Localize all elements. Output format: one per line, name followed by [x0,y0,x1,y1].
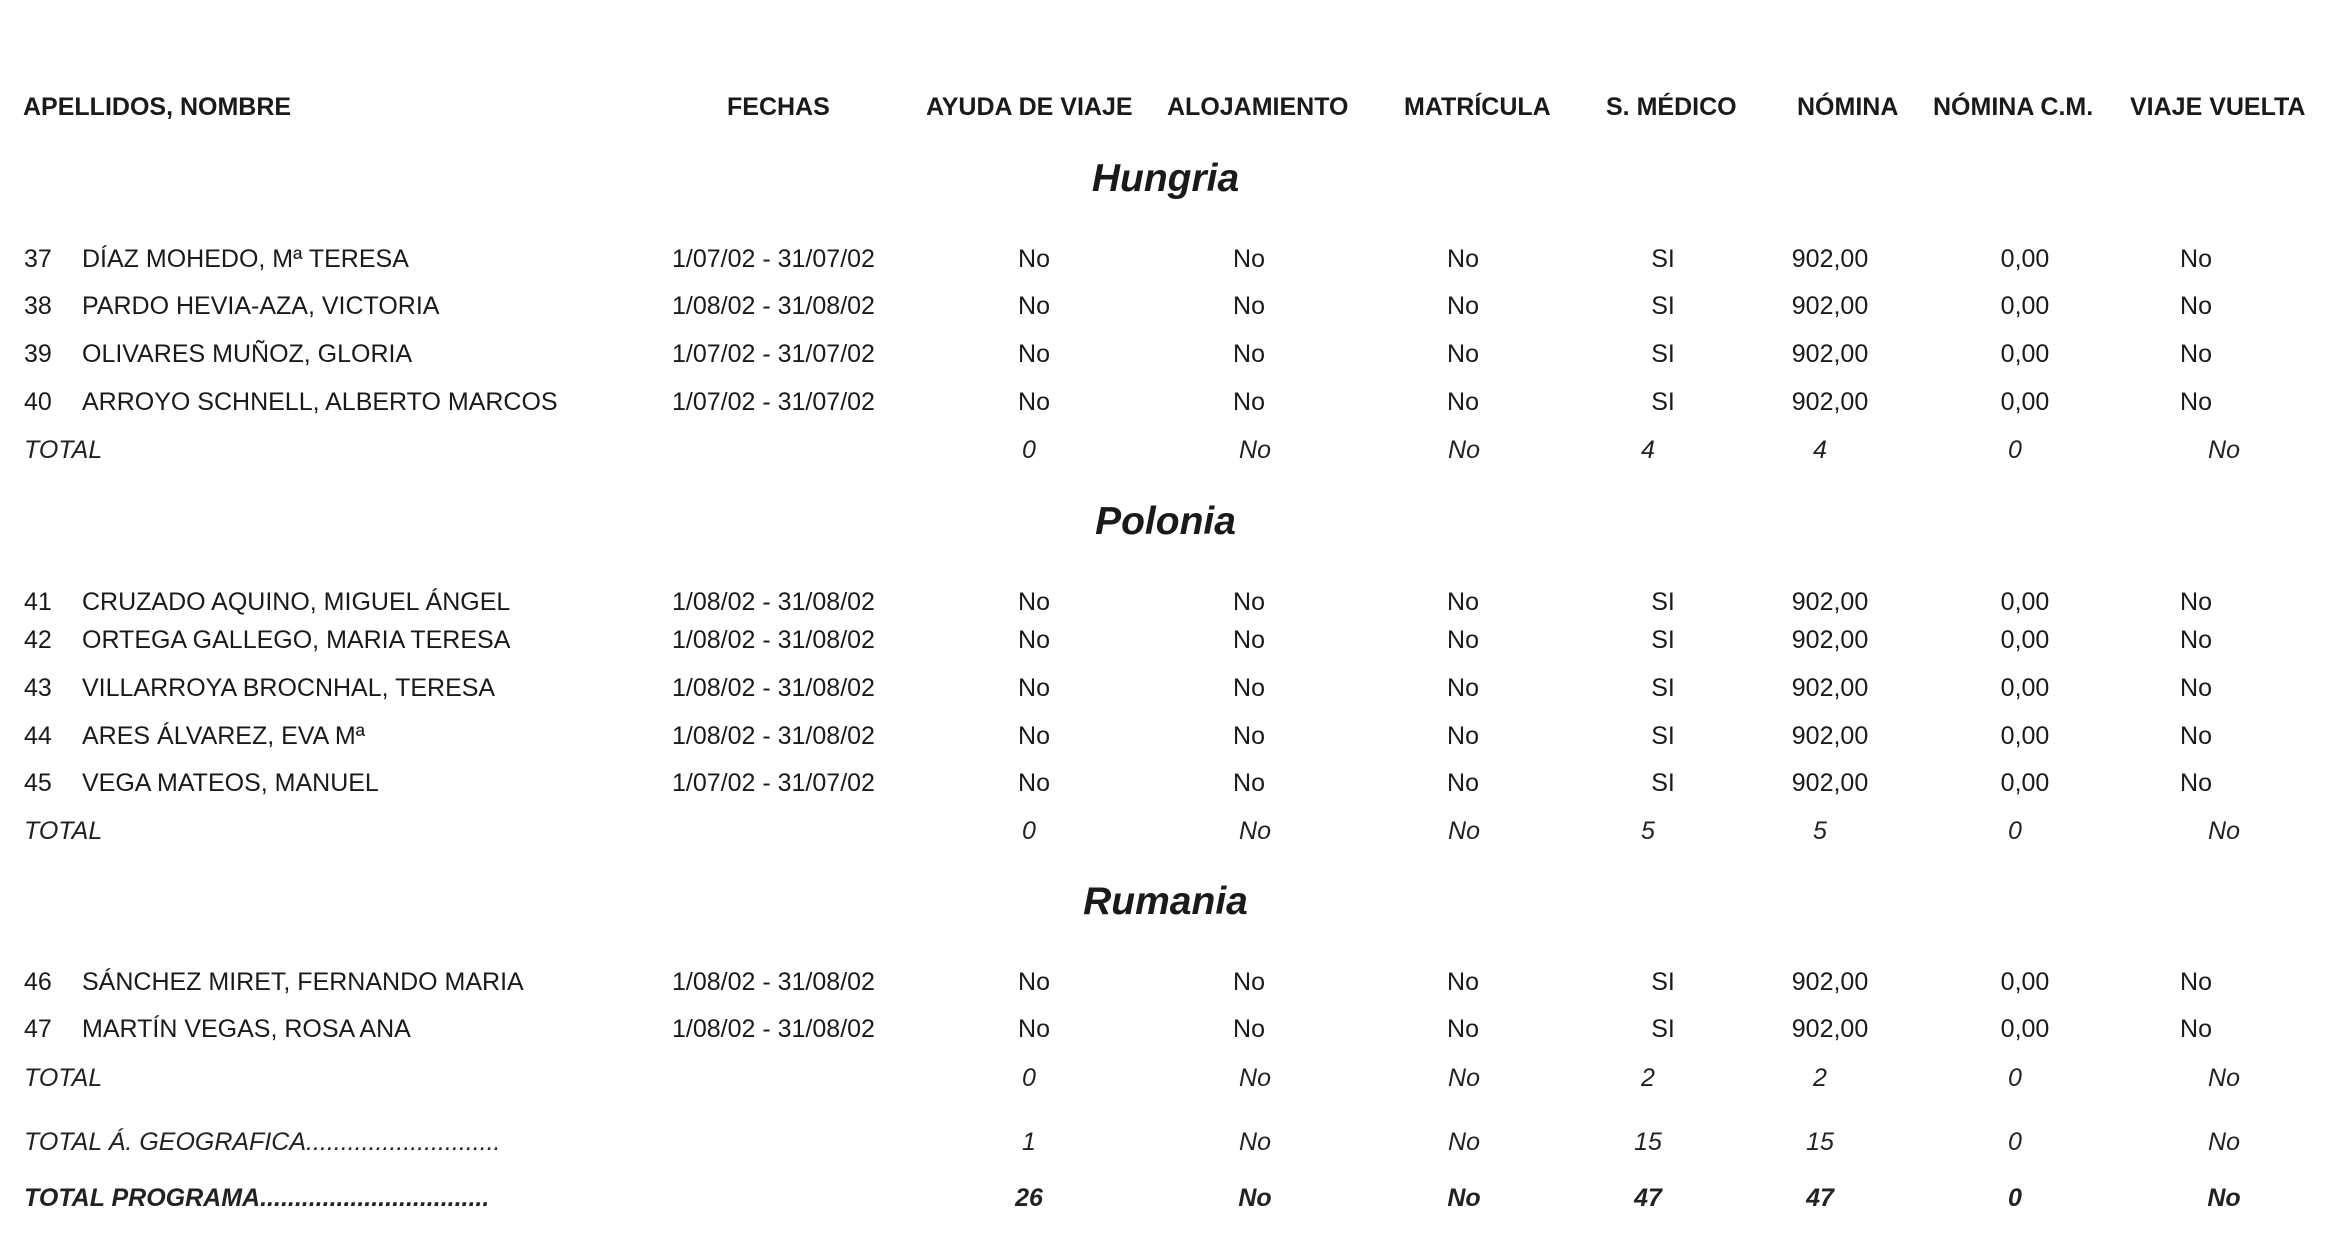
cell-dates: 1/07/02 - 31/07/02 [672,769,875,797]
cell-payroll: 902,00 [1791,674,1869,702]
cell-travel: No [1018,292,1050,320]
cell-medical: SI [1651,292,1675,320]
cell-payroll: 902,00 [1791,245,1869,273]
cell-payroll: 902,00 [1791,1015,1869,1043]
cell-payroll: 902,00 [1791,340,1869,368]
cell-dates: 1/08/02 - 31/08/02 [672,722,875,750]
cell-lodging: No [1233,722,1265,750]
cell-dates: 1/08/02 - 31/08/02 [672,968,875,996]
cell-name: OLIVARES MUÑOZ, GLORIA [82,340,413,368]
total-enrollment: No [1448,1064,1480,1092]
cell-payroll-cm: 0,00 [2000,245,2050,273]
table-row [0,340,2331,380]
cell-travel: No [1018,588,1050,616]
cell-dates: 1/08/02 - 31/08/02 [672,1015,875,1043]
cell-enrollment: No [1447,968,1479,996]
total-medical: 5 [1641,817,1655,845]
total-lodging: No [1239,436,1271,464]
cell-lodging: No [1233,388,1265,416]
cell-lodging: No [1233,292,1265,320]
cell-travel: No [1018,769,1050,797]
total-geographic-row [0,1128,2331,1168]
cell-enrollment: No [1447,588,1479,616]
table-row [0,722,2331,762]
cell-payroll: 902,00 [1791,626,1869,654]
total-program-row-travel: 26 [1015,1184,1043,1212]
total-program-row-enrollment: No [1447,1184,1481,1212]
cell-num: 41 [24,588,52,616]
cell-name: ARROYO SCHNELL, ALBERTO MARCOS [82,388,558,416]
total-payroll-cm: 0 [2008,436,2022,464]
cell-return: No [2180,388,2212,416]
cell-travel: No [1018,674,1050,702]
cell-payroll-cm: 0,00 [2000,626,2050,654]
cell-return: No [2180,1015,2212,1043]
cell-medical: SI [1651,968,1675,996]
total-enrollment: No [1448,436,1480,464]
total-payroll: 2 [1813,1064,1827,1092]
cell-num: 44 [24,722,52,750]
total-geographic-row-lodging: No [1239,1128,1271,1156]
cell-lodging: No [1233,626,1265,654]
cell-lodging: No [1233,968,1265,996]
header-payroll: NÓMINA [1797,93,1899,121]
total-travel: 0 [1022,1064,1036,1092]
cell-medical: SI [1651,722,1675,750]
total-geographic-row-payroll-cm: 0 [2008,1128,2022,1156]
cell-return: No [2180,588,2212,616]
cell-dates: 1/08/02 - 31/08/02 [672,292,875,320]
total-payroll: 4 [1813,436,1827,464]
header-name: APELLIDOS, NOMBRE [23,93,292,121]
cell-name: ARES ÁLVAREZ, EVA Mª [82,722,365,750]
cell-payroll: 902,00 [1791,769,1869,797]
cell-return: No [2180,340,2212,368]
cell-num: 40 [24,388,52,416]
total-label: TOTAL [24,436,103,464]
table-row [0,588,2331,628]
header-travel-aid: AYUDA DE VIAJE [926,93,1133,121]
cell-medical: SI [1651,588,1675,616]
total-lodging: No [1239,817,1271,845]
cell-name: PARDO HEVIA-AZA, VICTORIA [82,292,440,320]
cell-num: 38 [24,292,52,320]
total-medical: 2 [1641,1064,1655,1092]
total-enrollment: No [1448,817,1480,845]
cell-payroll-cm: 0,00 [2000,292,2050,320]
cell-name: MARTÍN VEGAS, ROSA ANA [82,1015,411,1043]
total-geographic-row-enrollment: No [1448,1128,1480,1156]
total-program-row-return: No [2207,1184,2241,1212]
cell-lodging: No [1233,1015,1265,1043]
cell-enrollment: No [1447,626,1479,654]
cell-enrollment: No [1447,674,1479,702]
section-total-row [0,1064,2331,1104]
cell-return: No [2180,722,2212,750]
cell-travel: No [1018,722,1050,750]
cell-return: No [2180,674,2212,702]
cell-payroll: 902,00 [1791,388,1869,416]
cell-travel: No [1018,1015,1050,1043]
cell-num: 43 [24,674,52,702]
cell-travel: No [1018,626,1050,654]
cell-medical: SI [1651,340,1675,368]
table-row [0,292,2331,332]
cell-name: DÍAZ MOHEDO, Mª TERESA [82,245,409,273]
cell-num: 39 [24,340,52,368]
total-lodging: No [1239,1064,1271,1092]
cell-payroll: 902,00 [1791,292,1869,320]
table-row [0,769,2331,809]
total-geographic-row-travel: 1 [1022,1128,1036,1156]
cell-payroll-cm: 0,00 [2000,388,2050,416]
header-payroll-cm: NÓMINA C.M. [1933,93,2094,121]
cell-num: 47 [24,1015,52,1043]
header-return-trip: VIAJE VUELTA [2130,93,2306,121]
total-payroll: 5 [1813,817,1827,845]
cell-payroll-cm: 0,00 [2000,340,2050,368]
cell-payroll: 902,00 [1791,588,1869,616]
cell-medical: SI [1651,626,1675,654]
cell-return: No [2180,292,2212,320]
cell-num: 45 [24,769,52,797]
cell-num: 46 [24,968,52,996]
cell-enrollment: No [1447,1015,1479,1043]
cell-return: No [2180,626,2212,654]
total-geographic-row-medical: 15 [1634,1128,1662,1156]
cell-travel: No [1018,968,1050,996]
cell-return: No [2180,769,2212,797]
cell-name: VEGA MATEOS, MANUEL [82,769,379,797]
table-row [0,1015,2331,1055]
header-medical: S. MÉDICO [1606,93,1737,121]
total-geographic-row-label: TOTAL Á. GEOGRAFICA............................ [24,1128,501,1156]
cell-lodging: No [1233,340,1265,368]
cell-dates: 1/07/02 - 31/07/02 [672,245,875,273]
total-program-row-payroll: 47 [1806,1184,1834,1212]
cell-dates: 1/08/02 - 31/08/02 [672,626,875,654]
cell-name: ORTEGA GALLEGO, MARIA TERESA [82,626,511,654]
cell-enrollment: No [1447,769,1479,797]
cell-payroll-cm: 0,00 [2000,722,2050,750]
header-lodging: ALOJAMIENTO [1167,93,1349,121]
section-total-row [0,817,2331,857]
cell-lodging: No [1233,769,1265,797]
total-return: No [2208,817,2240,845]
cell-name: CRUZADO AQUINO, MIGUEL ÁNGEL [82,588,511,616]
cell-medical: SI [1651,245,1675,273]
cell-name: SÁNCHEZ MIRET, FERNANDO MARIA [82,968,524,996]
cell-payroll-cm: 0,00 [2000,1015,2050,1043]
section-total-row [0,436,2331,476]
cell-payroll: 902,00 [1791,968,1869,996]
table-row [0,674,2331,714]
cell-return: No [2180,245,2212,273]
cell-payroll-cm: 0,00 [2000,968,2050,996]
header-enrollment: MATRÍCULA [1404,93,1551,121]
total-payroll-cm: 0 [2008,817,2022,845]
cell-medical: SI [1651,769,1675,797]
total-medical: 4 [1641,436,1655,464]
cell-enrollment: No [1447,388,1479,416]
cell-lodging: No [1233,245,1265,273]
cell-enrollment: No [1447,722,1479,750]
cell-lodging: No [1233,674,1265,702]
cell-enrollment: No [1447,340,1479,368]
cell-return: No [2180,968,2212,996]
total-return: No [2208,1064,2240,1092]
total-program-row-medical: 47 [1634,1184,1662,1212]
cell-payroll-cm: 0,00 [2000,588,2050,616]
header-dates: FECHAS [727,93,830,121]
total-payroll-cm: 0 [2008,1064,2022,1092]
cell-dates: 1/08/02 - 31/08/02 [672,588,875,616]
total-program-row-lodging: No [1238,1184,1272,1212]
cell-lodging: No [1233,588,1265,616]
cell-dates: 1/07/02 - 31/07/02 [672,340,875,368]
section-title: Hungria [1091,157,1240,200]
section-title: Polonia [1095,500,1236,543]
cell-payroll-cm: 0,00 [2000,674,2050,702]
table-row [0,245,2331,285]
table-row [0,388,2331,428]
total-program-row [0,1184,2331,1224]
total-return: No [2208,436,2240,464]
cell-dates: 1/08/02 - 31/08/02 [672,674,875,702]
section-title: Rumania [1083,880,1248,923]
total-travel: 0 [1022,436,1036,464]
table-row [0,626,2331,666]
cell-medical: SI [1651,1015,1675,1043]
cell-enrollment: No [1447,245,1479,273]
total-program-row-label: TOTAL PROGRAMA................................. [24,1184,490,1212]
cell-travel: No [1018,245,1050,273]
table-row [0,968,2331,1008]
cell-num: 42 [24,626,52,654]
total-program-row-payroll-cm: 0 [2008,1184,2022,1212]
cell-medical: SI [1651,674,1675,702]
total-geographic-row-payroll: 15 [1806,1128,1834,1156]
total-label: TOTAL [24,1064,103,1092]
cell-payroll: 902,00 [1791,722,1869,750]
cell-travel: No [1018,340,1050,368]
total-geographic-row-return: No [2208,1128,2240,1156]
cell-name: VILLARROYA BROCNHAL, TERESA [82,674,496,702]
cell-medical: SI [1651,388,1675,416]
cell-payroll-cm: 0,00 [2000,769,2050,797]
cell-dates: 1/07/02 - 31/07/02 [672,388,875,416]
total-travel: 0 [1022,817,1036,845]
total-label: TOTAL [24,817,103,845]
cell-travel: No [1018,388,1050,416]
cell-enrollment: No [1447,292,1479,320]
cell-num: 37 [24,245,52,273]
